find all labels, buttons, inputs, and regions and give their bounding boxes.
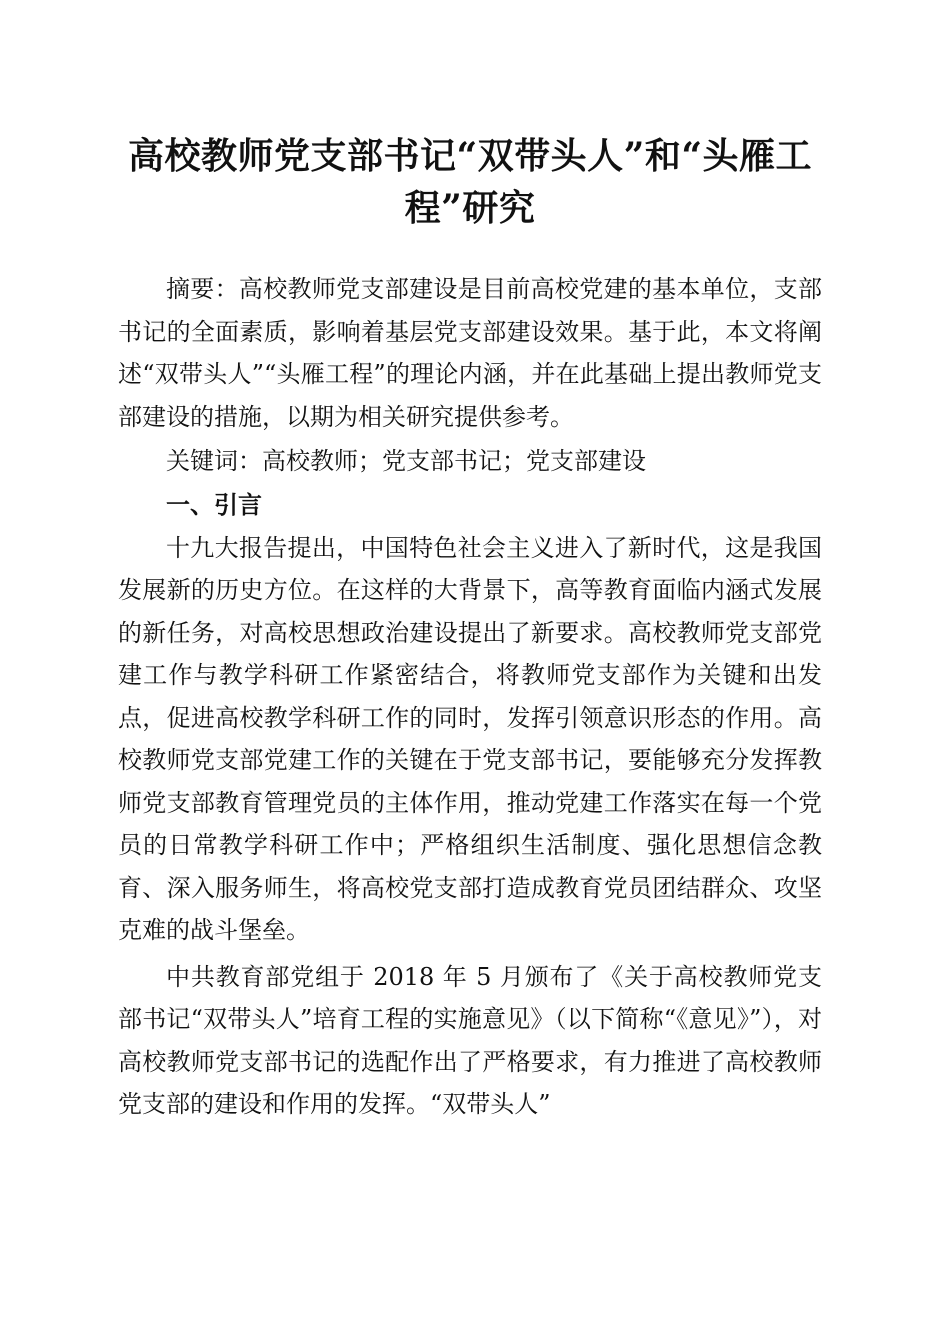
- section-heading-introduction: 一、引言: [166, 490, 262, 519]
- title-line-2: 程”研究: [404, 187, 536, 229]
- body-paragraph-1: 十九大报告提出，中国特色社会主义进入了新时代，这是我国发展新的历史方位。在这样的大背景下，高等教育面临内涵式发展的新任务，对高校思想政治建设提出了新要求。高校教师党支部党建工作与教学科研工作紧密结合，将教师党支部作为关键和出发点，促进高校教学科研工作的同时，发挥引领意识形态的作用。高校教师党支部党建工作的关键在于党支部书记，要能够充分发挥教师党支部教育管理党员的主体作用，推动党建工作落实在每一个党员的日常教学科研工作中；严格组织生活制度、强化思想信念教育、深入服务师生，将高校党支部打造成教育党员团结群众、攻坚克难的战斗堡垒。: [118, 533, 822, 944]
- document-title: [118, 130, 822, 234]
- abstract-paragraph: 摘要：高校教师党支部建设是目前高校党建的基本单位，支部书记的全面素质，影响着基层党支部建设效果。基于此，本文将阐述“双带头人”“头雁工程”的理论内涵，并在此基础上提出教师党支部建设的措施，以期为相关研究提供参考。: [118, 275, 822, 431]
- document-page: [118, 130, 822, 1126]
- title-line-1: 高校教师党支部书记“双带头人”和“头雁工: [127, 135, 813, 177]
- keywords-paragraph: 关键词：高校教师；党支部书记；党支部建设: [166, 447, 646, 475]
- body-paragraph-2: 中共教育部党组于 2018 年 5 月颁布了《关于高校教师党支部书记“双带头人”培育工程的实施意见》（以下简称“《意见》”），对高校教师党支部书记的选配作出了严格要求，有力推进了高校教师党支部的建设和作用的发挥。“双带头人”: [118, 962, 822, 1118]
